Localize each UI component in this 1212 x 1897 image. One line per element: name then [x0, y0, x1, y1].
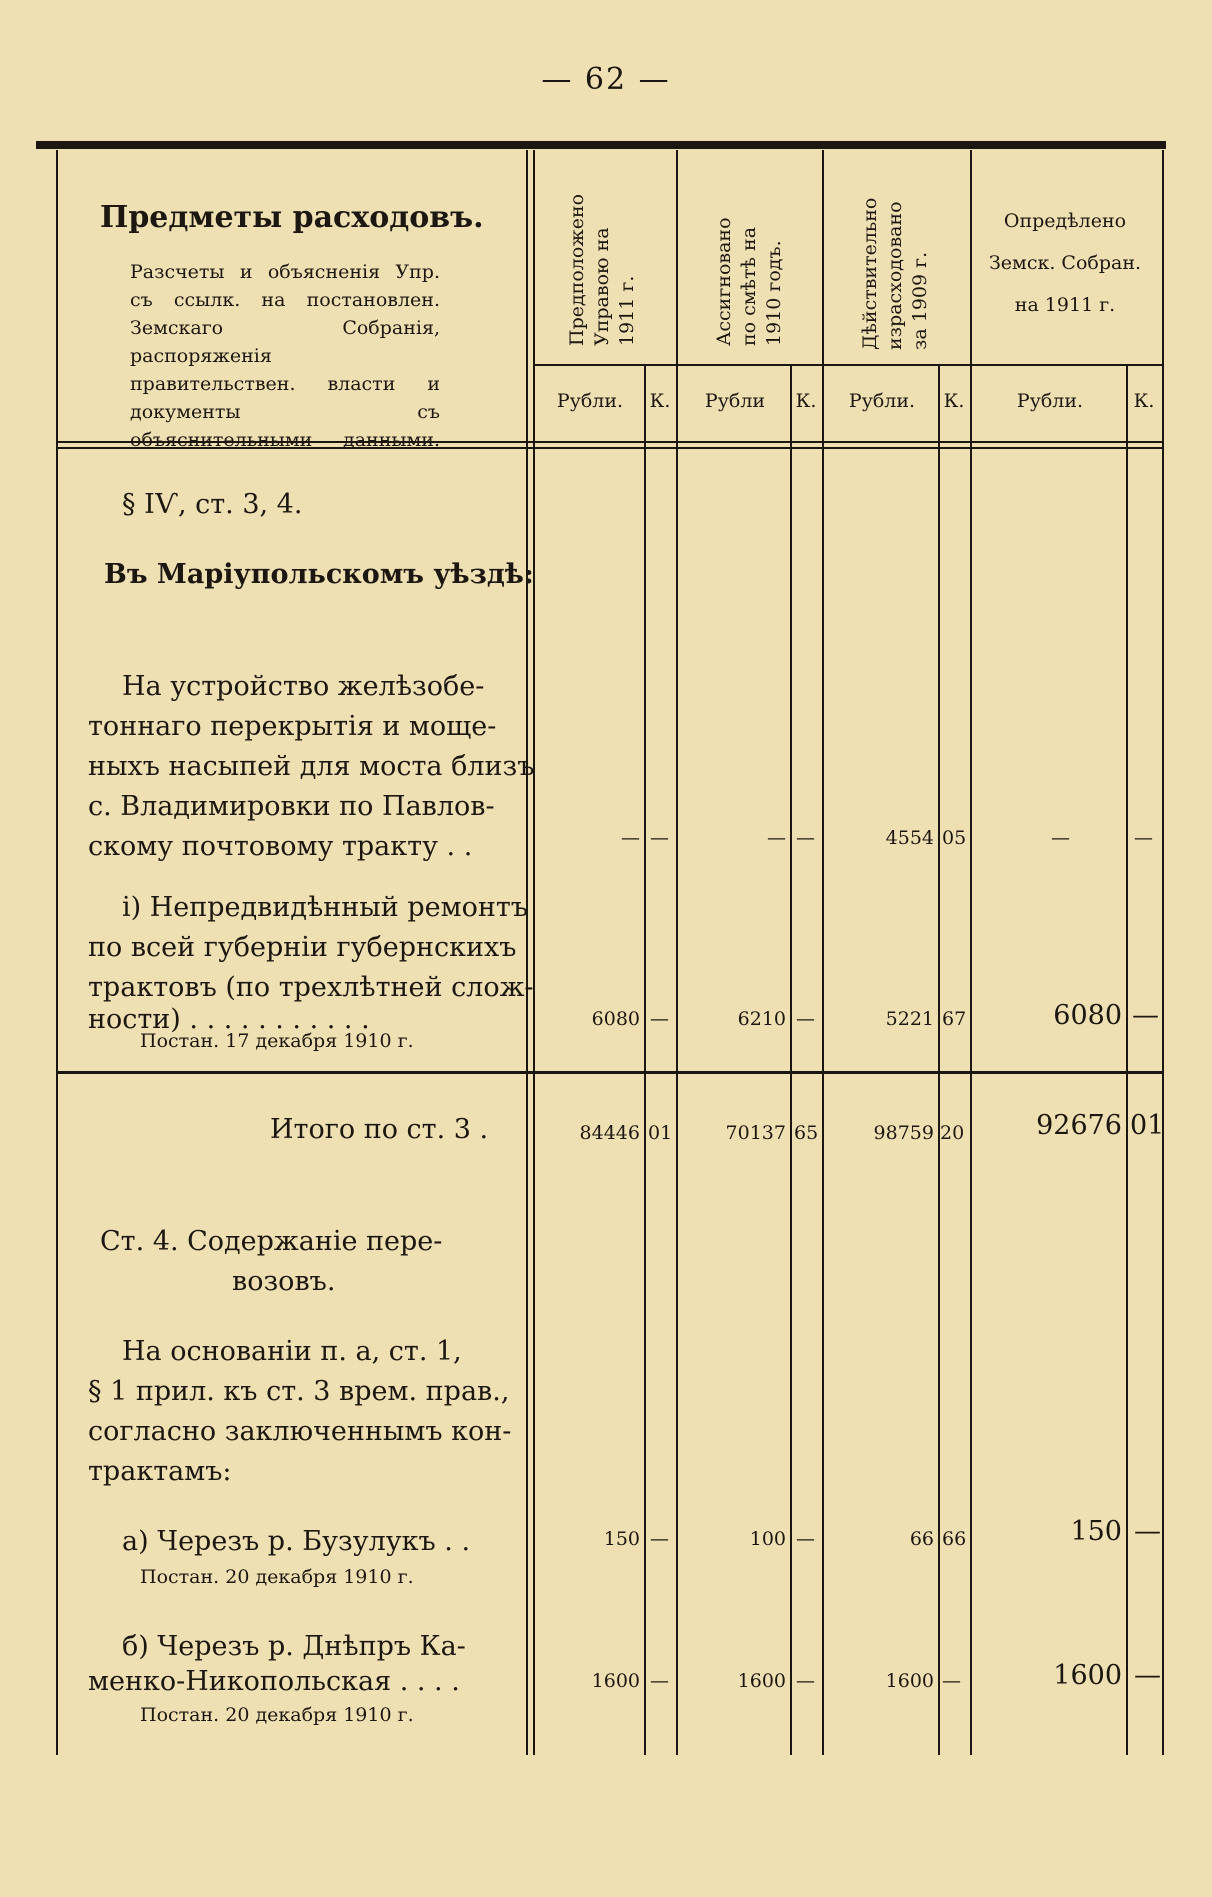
kop-assigned: — [796, 1008, 815, 1030]
ferry-text-line: а) Черезъ р. Бузулукъ . . [122, 1526, 471, 1557]
unit-kop-4: К. [1133, 390, 1155, 412]
column-header-spent: Дѣйствительно израсходовано за 1909 г. [859, 197, 931, 350]
value-proposed: 6080 [591, 1008, 640, 1030]
unit-rubles-1: Рубли. [556, 390, 624, 412]
ferry-kop-spent: — [942, 1670, 961, 1692]
row-text-line: по всей губерніи губернскихъ [88, 932, 517, 963]
total-kop-proposed: 01 [648, 1122, 673, 1144]
table-border-right [1162, 150, 1164, 1755]
top-rule [36, 141, 1166, 149]
ferry-determined: 150 [1070, 1516, 1122, 1547]
kop-proposed: — [650, 827, 669, 849]
column-note-subjects: Разсчеты и объясненія Упр. съ ссылк. на постановлен. Земскаго Собранія, распоряженія правительствен. власти и документы съ объяснительными данными. [130, 261, 440, 451]
table-border-left [56, 150, 58, 1755]
kop-assigned: — [796, 827, 815, 849]
kop-proposed: — [650, 1008, 669, 1030]
row-note: Постан. 17 декабря 1910 г. [140, 1030, 414, 1052]
ferry-kop-spent: 66 [942, 1528, 967, 1550]
total-proposed: 84446 [579, 1122, 640, 1144]
article-title-line: Ст. 4. Содержаніе пере- [100, 1226, 443, 1257]
total-rule [56, 1071, 1164, 1074]
kop-spent: 67 [942, 1008, 967, 1030]
kop-spent: 05 [942, 827, 967, 849]
row-text-line: На устройство желѣзобе- [122, 671, 485, 702]
ferry-kop-proposed: — [650, 1670, 669, 1692]
value-spent: 4554 [885, 827, 934, 849]
section-district: Въ Маріупольскомъ уѣздѣ: [104, 559, 534, 590]
row-text-line: тоннаго перекрытія и моще- [88, 711, 497, 742]
col-divider-4 [970, 150, 972, 1755]
ferry-text-line: б) Черезъ р. Днѣпръ Ка- [122, 1631, 466, 1662]
ferry-proposed: 1600 [591, 1670, 640, 1692]
value-determined: 6080 [1053, 1000, 1122, 1031]
article-basis-line: § 1 прил. къ ст. 3 врем. прав., [88, 1376, 510, 1407]
ferry-kop-determined: — [1134, 1660, 1161, 1691]
row-text-line: трактовъ (по трехлѣтней слож- [88, 972, 534, 1003]
ferry-spent: 66 [909, 1528, 934, 1550]
article-basis-line: согласно заключеннымъ кон- [88, 1416, 512, 1447]
article-title-line: возовъ. [232, 1266, 336, 1297]
ferry-proposed: 150 [603, 1528, 640, 1550]
row-text-line: с. Владимировки по Павлов- [88, 791, 495, 822]
col-divider-kop1 [644, 365, 646, 1755]
ferry-text-line: менко-Никопольская . . . . [88, 1666, 460, 1697]
col-divider-3 [822, 150, 824, 1755]
row-text-line: і) Непредвидѣнный ремонтъ [122, 892, 528, 923]
ferry-kop-proposed: — [650, 1528, 669, 1550]
total-kop-spent: 20 [940, 1122, 965, 1144]
col-divider-2 [676, 150, 678, 1755]
unit-rubles-4: Рубли. [1016, 390, 1084, 412]
ferry-note: Постан. 20 декабря 1910 г. [140, 1704, 414, 1726]
unit-rubles-2: Рубли [704, 390, 766, 412]
col-divider-kop3 [938, 365, 940, 1755]
ferry-determined: 1600 [1053, 1660, 1122, 1691]
total-assigned: 70137 [725, 1122, 786, 1144]
header-subdivider [533, 364, 1164, 366]
row-text-line: скому почтовому тракту . . [88, 831, 473, 862]
total-kop-assigned: 65 [794, 1122, 819, 1144]
total-kop-determined: 01 [1130, 1110, 1165, 1141]
ferry-kop-determined: — [1134, 1516, 1161, 1547]
kop-determined: — [1132, 1000, 1159, 1031]
col-divider-subject-b [533, 150, 535, 1755]
total-determined: 92676 [1036, 1110, 1122, 1141]
ferry-kop-assigned: — [796, 1670, 815, 1692]
value-assigned: — [767, 827, 786, 849]
col-divider-subject [526, 150, 528, 1755]
row-text-line: ности) . . . . . . . . . . . [88, 1004, 370, 1035]
column-header-assigned: Ассигновано по смѣтѣ на 1910 годъ. [713, 217, 785, 346]
total-label: Итого по ст. 3 . [270, 1114, 489, 1145]
col-divider-kop2 [790, 365, 792, 1755]
unit-kop-2: К. [795, 390, 817, 412]
column-header-determined: Опредѣлено Земск. Собран. на 1911 г. [988, 210, 1142, 316]
value-proposed: — [621, 827, 640, 849]
value-assigned: 6210 [737, 1008, 786, 1030]
column-header-proposed: Предположено Управою на 1911 г. [566, 193, 638, 346]
page-number: — 62 — [541, 62, 671, 97]
value-determined: — [1051, 827, 1070, 849]
section-paragraph: § IѴ, ст. 3, 4. [122, 489, 303, 520]
article-basis-line: трактамъ: [88, 1456, 232, 1487]
ferry-spent: 1600 [885, 1670, 934, 1692]
ferry-assigned: 100 [749, 1528, 786, 1550]
ferry-assigned: 1600 [737, 1670, 786, 1692]
column-title-subjects: Предметы расходовъ. [100, 200, 484, 235]
row-text-line: ныхъ насыпей для моста близъ [88, 751, 535, 782]
unit-kop-1: К. [649, 390, 671, 412]
kop-determined: — [1134, 827, 1153, 849]
ferry-note: Постан. 20 декабря 1910 г. [140, 1566, 414, 1588]
unit-rubles-3: Рубли. [848, 390, 916, 412]
total-spent: 98759 [873, 1122, 934, 1144]
col-divider-kop4 [1126, 365, 1128, 1755]
unit-kop-3: К. [943, 390, 965, 412]
article-basis-line: На основаніи п. а, ст. 1, [122, 1336, 462, 1367]
value-spent: 5221 [885, 1008, 934, 1030]
ferry-kop-assigned: — [796, 1528, 815, 1550]
